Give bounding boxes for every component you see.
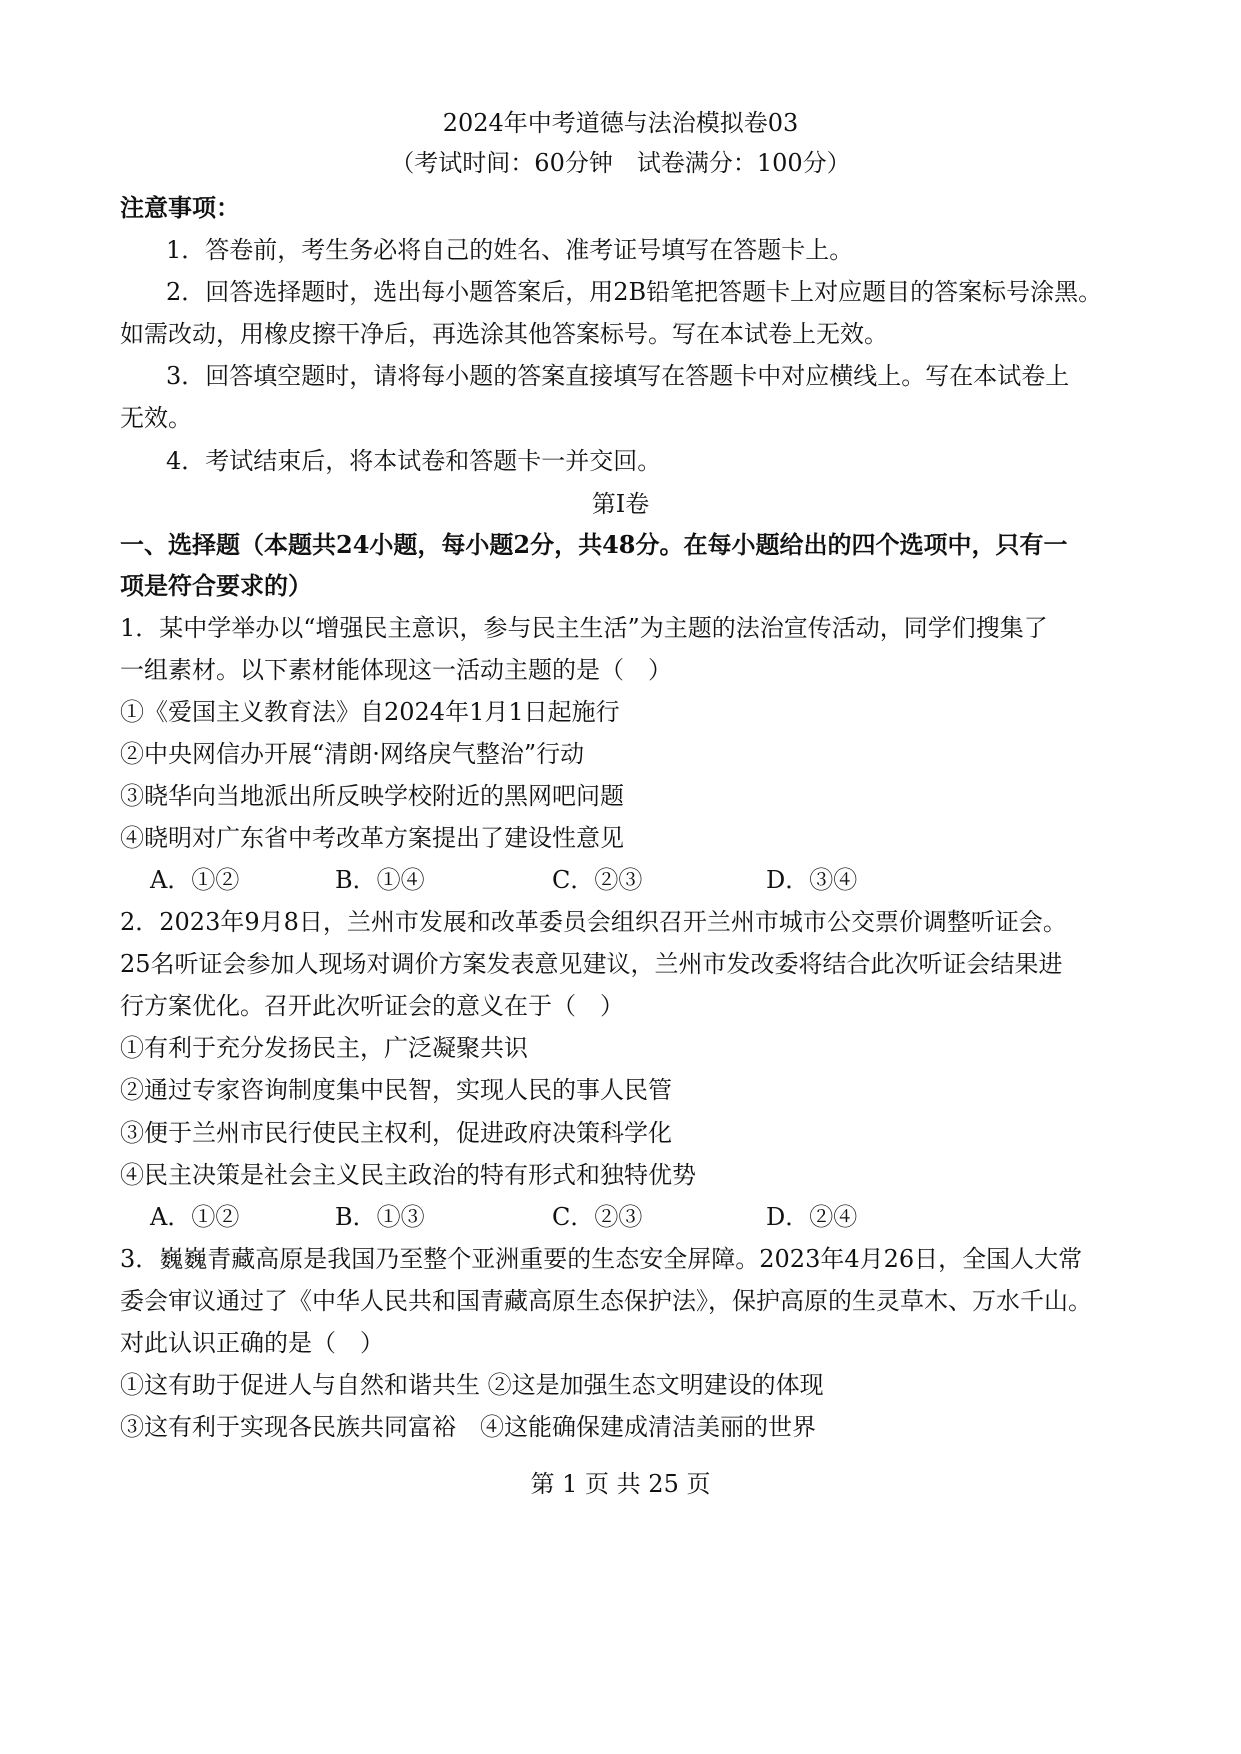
exam-subtitle: （考试时间：60分钟 试卷满分：100分） bbox=[390, 149, 851, 177]
q1-statement-2: ②中央网信办开展“清朗·网络戾气整治”行动 bbox=[120, 740, 585, 768]
notice-item-1: 1．答卷前，考生务必将自己的姓名、准考证号填写在答题卡上。 bbox=[166, 236, 854, 264]
volume-heading: 第Ⅰ卷 bbox=[591, 490, 650, 518]
notice-item-2: 2．回答选择题时，选出每小题答案后，用2B铅笔把答题卡上对应题目的答案标号涂黑。 bbox=[166, 278, 1103, 306]
q2-statement-4: ④民主决策是社会主义民主政治的特有形式和独特优势 bbox=[120, 1161, 696, 1189]
q1-stem: 1．某中学举办以“增强民主意识，参与民主生活”为主题的法治宣传活动，同学们搜集了 bbox=[120, 614, 1048, 642]
q2-options bbox=[150, 1200, 1050, 1234]
q2-stem-cont-2: 行方案优化。召开此次听证会的意义在于（ ） bbox=[120, 992, 624, 1020]
q1-option-d: D．③④ bbox=[766, 866, 858, 894]
q2-stem-cont-1: 25名听证会参加人现场对调价方案发表意见建议，兰州市发改委将结合此次听证会结果进 bbox=[120, 950, 1063, 978]
q3-stem: 3．巍巍青藏高原是我国乃至整个亚洲重要的生态安全屏障。2023年4月26日，全国人大常 bbox=[120, 1245, 1083, 1273]
q1-options bbox=[150, 863, 1050, 897]
q1-option-c: C．②③ bbox=[552, 866, 643, 894]
q2-statement-2: ②通过专家咨询制度集中民智，实现人民的事人民管 bbox=[120, 1076, 672, 1104]
q2-option-b: B．①③ bbox=[335, 1203, 425, 1231]
q3-stem-cont-1: 委会审议通过了《中华人民共和国青藏高原生态保护法》，保护高原的生灵草木、万水千山。 bbox=[120, 1287, 1092, 1315]
q3-stem-cont-2: 对此认识正确的是（ ） bbox=[120, 1329, 384, 1357]
q3-statements-1-2: ①这有助于促进人与自然和谐共生 ②这是加强生态文明建设的体现 bbox=[120, 1371, 824, 1399]
q2-statement-1: ①有利于充分发扬民主，广泛凝聚共识 bbox=[120, 1034, 528, 1062]
exam-title: 2024年中考道德与法治模拟卷03 bbox=[442, 109, 799, 137]
section-heading: 一、选择题（本题共24小题，每小题2分，共48分。在每小题给出的四个选项中，只有一 bbox=[120, 530, 1068, 559]
page-footer: 第 1 页 共 25 页 bbox=[530, 1470, 711, 1498]
notice-item-2-cont: 如需改动，用橡皮擦干净后，再选涂其他答案标号。写在本试卷上无效。 bbox=[120, 320, 888, 348]
notice-item-3-cont: 无效。 bbox=[120, 404, 192, 432]
q2-stem: 2．2023年9月8日，兰州市发展和改革委员会组织召开兰州市城市公交票价调整听证会。 bbox=[120, 908, 1067, 936]
q1-statement-3: ③晓华向当地派出所反映学校附近的黑网吧问题 bbox=[120, 782, 624, 810]
q2-option-c: C．②③ bbox=[552, 1203, 643, 1231]
q1-statement-4: ④晓明对广东省中考改革方案提出了建设性意见 bbox=[120, 824, 624, 852]
q1-stem-cont: 一组素材。以下素材能体现这一活动主题的是（ ） bbox=[120, 656, 672, 684]
q3-statements-3-4: ③这有利于实现各民族共同富裕 ④这能确保建成清洁美丽的世界 bbox=[120, 1413, 816, 1441]
notice-item-3: 3．回答填空题时，请将每小题的答案直接填写在答题卡中对应横线上。写在本试卷上 bbox=[166, 362, 1070, 390]
q2-statement-3: ③便于兰州市民行使民主权利，促进政府决策科学化 bbox=[120, 1119, 672, 1147]
q1-option-a: A．①② bbox=[150, 866, 240, 894]
q2-option-d: D．②④ bbox=[766, 1203, 858, 1231]
q2-option-a: A．①② bbox=[150, 1203, 240, 1231]
section-heading-cont: 项是符合要求的） bbox=[120, 571, 312, 600]
notice-heading: 注意事项： bbox=[120, 193, 240, 222]
notice-item-4: 4．考试结束后，将本试卷和答题卡一并交回。 bbox=[166, 447, 662, 475]
q1-option-b: B．①④ bbox=[335, 866, 425, 894]
q1-statement-1: ①《爱国主义教育法》自2024年1月1日起施行 bbox=[120, 698, 620, 726]
